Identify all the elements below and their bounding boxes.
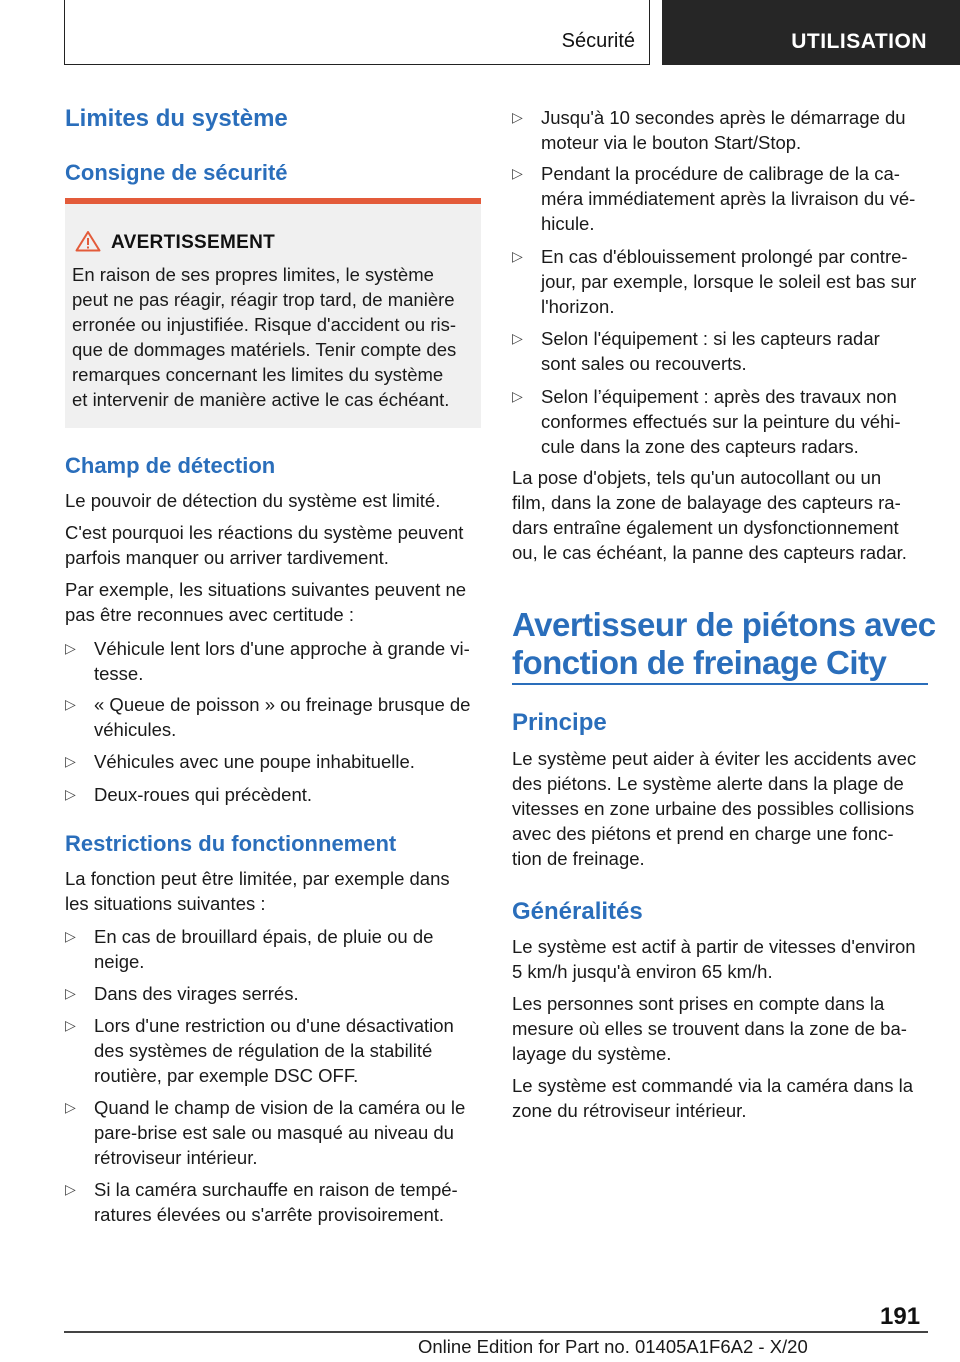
footer-rule <box>64 1331 928 1333</box>
list-item: ▷ Jusqu'à 10 secondes après le démarrage du moteur via le bouton Start/Stop. <box>512 107 906 153</box>
bullet-triangle-icon: ▷ <box>512 165 523 181</box>
paragraph-reactions: C'est pourquoi les réactions du système peuvent parfois manquer ou arriver tardivement. <box>65 522 464 568</box>
warning-text <box>72 262 476 412</box>
header-chapter-title: UTILISATION <box>791 30 927 53</box>
bullet-triangle-icon: ▷ <box>512 109 523 125</box>
paragraph-persons: Les personnes sont prises en compte dans la mesure où elles se trouvent dans la zone de ba- layage du système. <box>512 993 907 1064</box>
warning-line: remarques concernant les limites du système <box>72 364 444 385</box>
heading-restrictions: Restrictions du fonctionnement <box>65 831 397 856</box>
warning-line: et intervenir de manière active le cas échéant. <box>72 389 450 410</box>
heading-rule <box>512 683 928 685</box>
heading-pedestrian-warning: Avertisseur de piétons avec fonction de freinage City <box>512 606 936 681</box>
list-item: ▷ Véhicules avec une poupe inhabituelle. <box>65 751 415 772</box>
warning-line: En raison de ses propres limites, le système <box>72 264 434 285</box>
bullet-triangle-icon: ▷ <box>512 248 523 264</box>
bullet-triangle-icon: ▷ <box>65 640 76 656</box>
header-section-box <box>64 0 650 65</box>
paragraph-camera: Le système est commandé via la caméra dans la zone du rétroviseur intérieur. <box>512 1075 914 1121</box>
bullet-triangle-icon: ▷ <box>65 928 76 944</box>
list-item: ▷ Selon l'équipement : si les capteurs radar sont sales ou recouverts. <box>512 328 880 374</box>
paragraph-examples: Par exemple, les situations suivantes peuvent ne pas être reconnues avec certitude : <box>65 579 467 625</box>
paragraph-objects: La pose d'objets, tels qu'un autocollant ou un film, dans la zone de balayage des capteurs ra- dars entraîne également un dysfonctionnement ou, le cas échéant, la panne des capteurs radar. <box>512 467 907 563</box>
list-item: ▷ Lors d'une restriction ou d'une désactivation des systèmes de régulation de la stabilité routière, par exemple DSC OFF. <box>65 1015 454 1086</box>
list-item: ▷ Si la caméra surchauffe en raison de tempé- ratures élevées ou s'arrête provisoirement. <box>65 1179 458 1225</box>
heading-general: Généralités <box>512 898 643 925</box>
bullet-triangle-icon: ▷ <box>65 753 76 769</box>
paragraph-principle: Le système peut aider à éviter les accidents avec des piétons. Le système alerte dans la plage de vitesses en zone urbaine des possibles collisions avec des piétons et prend en charge une fonc- tion de freinage. <box>512 748 917 869</box>
paragraph-speed-range: Le système est actif à partir de vitesses d'environ 5 km/h jusqu'à environ 65 km/h. <box>512 936 916 982</box>
list-item: ▷ Quand le champ de vision de la caméra ou le pare-brise est sale ou masqué au niveau du rétroviseur intérieur. <box>65 1097 466 1168</box>
paragraph-detection-limited: Le pouvoir de détection du système est limité. <box>65 490 441 511</box>
bullet-triangle-icon: ▷ <box>65 985 76 1001</box>
warning-title: AVERTISSEMENT <box>111 232 276 253</box>
list-item: ▷ Véhicule lent lors d'une approche à grande vi- tesse. <box>65 638 470 684</box>
heading-detection: Champ de détection <box>65 453 276 478</box>
header-chapter-tab <box>662 0 960 65</box>
bullet-triangle-icon: ▷ <box>512 330 523 346</box>
warning-box <box>65 198 481 428</box>
list-item: ▷ En cas d'éblouissement prolongé par contre- jour, par exemple, lorsque le soleil est bas sur l'horizon. <box>512 246 917 317</box>
bullet-triangle-icon: ▷ <box>65 1181 76 1197</box>
warning-triangle-icon <box>75 230 101 252</box>
bullet-triangle-icon: ▷ <box>512 388 523 404</box>
list-item: ▷ En cas de brouillard épais, de pluie ou de neige. <box>65 926 434 972</box>
bullet-triangle-icon: ▷ <box>65 786 76 802</box>
bullet-triangle-icon: ▷ <box>65 696 76 712</box>
heading-safety: Consigne de sécurité <box>65 160 288 185</box>
warning-line: que de dommages matériels. Tenir compte des <box>72 339 457 360</box>
paragraph-restrictions: La fonction peut être limitée, par exemple dans les situations suivantes : <box>65 868 450 914</box>
heading-limits: Limites du système <box>65 105 288 132</box>
page-number: 191 <box>880 1303 921 1330</box>
list-item: ▷ Dans des virages serrés. <box>65 983 299 1004</box>
footer-edition: Online Edition for Part no. 01405A1F6A2 - X/20 <box>418 1336 808 1357</box>
list-item: ▷ « Queue de poisson » ou freinage brusque de véhicules. <box>65 694 471 740</box>
bullet-triangle-icon: ▷ <box>65 1099 76 1115</box>
list-item: ▷ Deux-roues qui précèdent. <box>65 784 313 805</box>
list-item: ▷ Selon l’équipement : après des travaux non conformes effectués sur la peinture du véhi- cule dans la zone des capteurs radars. <box>512 386 901 457</box>
warning-line: erronée ou injustifiée. Risque d'accident ou ris- <box>72 314 457 335</box>
heading-principle: Principe <box>512 709 607 736</box>
bullet-triangle-icon: ▷ <box>65 1017 76 1033</box>
list-item: ▷ Pendant la procédure de calibrage de la ca- méra immédiatement après la livraison du vé- hicule. <box>512 163 916 234</box>
warning-line: peut ne pas réagir, réagir trop tard, de manière <box>72 289 455 310</box>
header-section-title: Sécurité <box>561 30 635 52</box>
